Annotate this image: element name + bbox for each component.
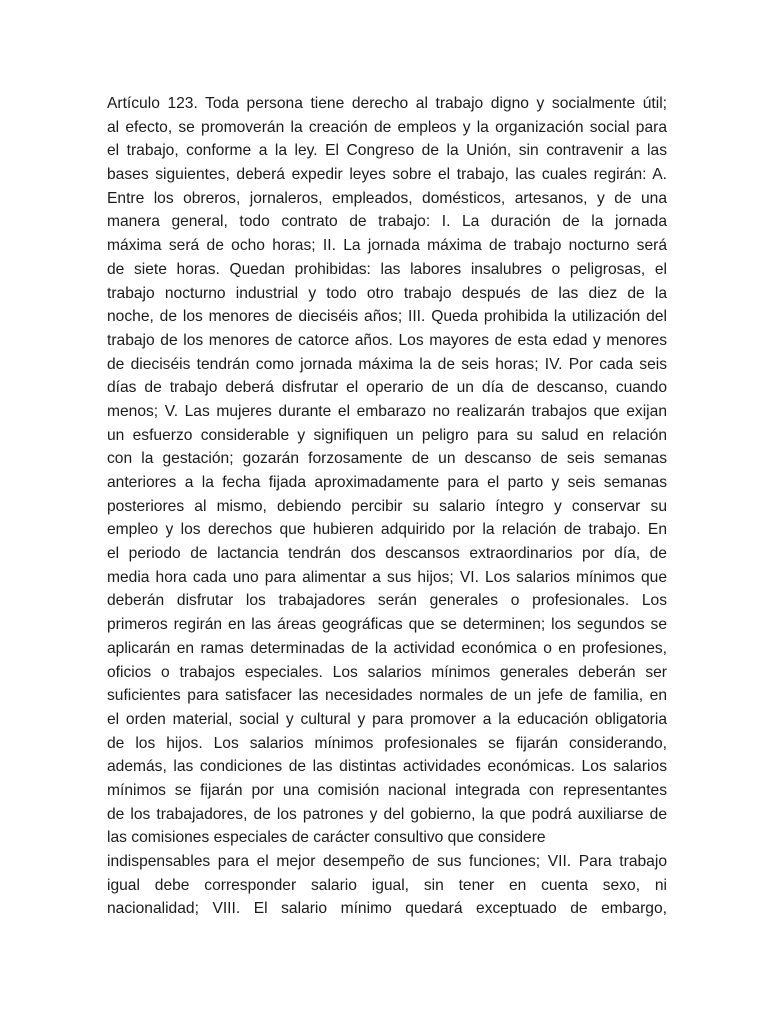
text-line: deberán disfrutar los trabajadores serán generales o profesionales. Los [107, 592, 667, 610]
text-line: al efecto, se promoverán la creación de empleos y la organización social para [107, 118, 667, 136]
text-line: igual debe corresponder salario igual, sin tener en cuenta sexo, ni [107, 876, 667, 894]
text-line: de siete horas. Quedan prohibidas: las labores insalubres o peligrosas, el [107, 260, 667, 278]
text-line: aplicarán en ramas determinadas de la actividad económica o en profesiones, [107, 639, 667, 657]
text-line: manera general, todo contrato de trabajo: I. La duración de la jornada [107, 213, 667, 231]
text-line: el periodo de lactancia tendrán dos descansos extraordinarios por día, de [107, 545, 667, 563]
text-line: trabajo de los menores de catorce años. Los mayores de esta edad y menores [107, 331, 667, 349]
text-line: oficios o trabajos especiales. Los salarios mínimos generales deberán ser [107, 663, 667, 681]
text-line: trabajo nocturno industrial y todo otro trabajo después de las diez de la [107, 284, 667, 302]
text-line: el trabajo, conforme a la ley. El Congreso de la Unión, sin contravenir a las [107, 142, 667, 160]
text-line: de los hijos. Los salarios mínimos profesionales se fijarán considerando, [107, 734, 667, 752]
text-line: posteriores al mismo, debiendo percibir su salario íntegro y conservar su [107, 497, 667, 515]
text-line: de los trabajadores, de los patrones y del gobierno, la que podrá auxiliarse de [107, 805, 667, 823]
text-line: media hora cada uno para alimentar a sus hijos; VI. Los salarios mínimos que [107, 568, 667, 586]
text-line: noche, de los menores de dieciséis años; III. Queda prohibida la utilización del [107, 308, 667, 326]
text-line: de dieciséis tendrán como jornada máxima la de seis horas; IV. Por cada seis [107, 355, 667, 373]
text-line: máxima será de ocho horas; II. La jornada máxima de trabajo nocturno será [107, 237, 667, 255]
text-line: empleo y los derechos que hubieren adquirido por la relación de trabajo. En [107, 521, 667, 539]
text-line: Entre los obreros, jornaleros, empleados, domésticos, artesanos, y de una [107, 189, 667, 207]
text-line: mínimos se fijarán por una comisión nacional integrada con representantes [107, 781, 667, 799]
text-line: días de trabajo deberá disfrutar el operario de un día de descanso, cuando [107, 379, 667, 397]
text-line: menos; V. Las mujeres durante el embarazo no realizarán trabajos que exijan [107, 402, 667, 420]
text-line: suficientes para satisfacer las necesidades normales de un jefe de familia, en [107, 687, 667, 705]
text-line: el orden material, social y cultural y para promover a la educación obligatoria [107, 710, 667, 728]
text-line: anteriores a la fecha fijada aproximadamente para el parto y seis semanas [107, 474, 667, 491]
text-line: un esfuerzo considerable y signifiquen un peligro para su salud en relación [107, 426, 667, 444]
text-line: Artículo 123. Toda persona tiene derecho al trabajo digno y socialmente útil; [107, 95, 667, 112]
text-line: además, las condiciones de las distintas actividades económicas. Los salarios [107, 758, 667, 776]
text-line: indispensables para el mejor desempeño de sus funciones; VII. Para trabajo [107, 853, 667, 870]
text-line: con la gestación; gozarán forzosamente de un descanso de seis semanas [107, 450, 667, 468]
article-text [107, 92, 667, 921]
text-line: las comisiones especiales de carácter consultivo que considere [107, 829, 546, 847]
text-line: nacionalidad; VIII. El salario mínimo quedará exceptuado de embargo, [107, 900, 667, 918]
text-line: primeros regirán en las áreas geográficas que se determinen; los segundos se [107, 616, 667, 634]
text-line: bases siguientes, deberá expedir leyes sobre el trabajo, las cuales regirán: A. [107, 166, 667, 184]
